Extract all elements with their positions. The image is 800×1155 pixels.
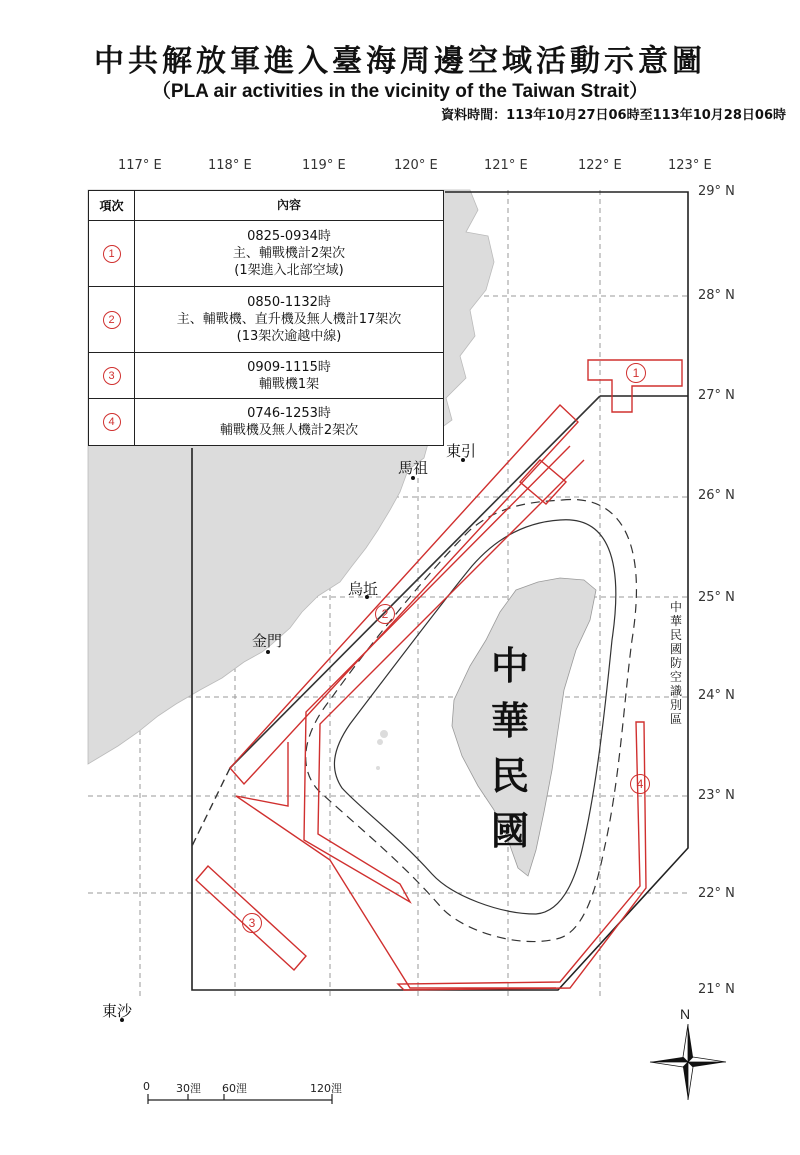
legend-line: 0825-0934時 <box>247 229 331 244</box>
lon-label: 120° E <box>394 158 438 173</box>
lat-label: 25° N <box>698 590 735 605</box>
lat-label: 23° N <box>698 788 735 803</box>
lat-label: 28° N <box>698 288 735 303</box>
legend-col-index: 項次 <box>89 191 135 220</box>
legend-row <box>89 287 443 353</box>
legend-index-3: 3 <box>103 367 121 385</box>
legend-content <box>135 221 443 286</box>
legend-index-2: 2 <box>103 311 121 329</box>
compass-rose <box>650 1024 726 1100</box>
lat-label: 22° N <box>698 886 735 901</box>
median-line-dashed <box>192 768 230 846</box>
lat-label: 26° N <box>698 488 735 503</box>
legend-line: 主、輔戰機計2架次 <box>232 246 346 261</box>
scale-label: 0 <box>143 1080 150 1093</box>
penghu-island <box>376 766 380 770</box>
place-wuqiu: 烏坵 <box>348 580 379 598</box>
legend-line: 0746-1253時 <box>247 406 331 421</box>
penghu-island <box>380 730 388 738</box>
legend-content <box>135 353 443 398</box>
legend-line: (1架進入北部空域) <box>234 263 344 278</box>
legend-content <box>135 399 443 445</box>
place-matsu: 馬祖 <box>398 459 429 477</box>
legend-line: 輔戰機1架 <box>258 376 320 392</box>
legend-line: 0850-1132時 <box>247 295 331 310</box>
lon-label: 123° E <box>668 158 712 173</box>
lon-label: 119° E <box>302 158 346 173</box>
lon-label: 117° E <box>118 158 162 173</box>
legend-header <box>89 191 443 221</box>
legend-content <box>135 287 443 352</box>
zone-marker-3: 3 <box>242 913 262 933</box>
scale-label: 30浬 <box>176 1082 201 1095</box>
place-dongsha: 東沙 <box>102 1002 133 1020</box>
adiz-label: 中華民國防空識別區 <box>669 600 682 726</box>
penghu-island <box>377 739 383 745</box>
legend-col-content: 內容 <box>276 198 301 212</box>
lon-label: 118° E <box>208 158 252 173</box>
data-time: 資料時間：113年10月27日06時至113年10月28日06時 <box>441 108 786 123</box>
legend-table <box>88 190 444 446</box>
lat-label: 24° N <box>698 688 735 703</box>
legend-line: (13架次逾越中線) <box>236 329 342 344</box>
legend-row <box>89 221 443 287</box>
lon-label: 122° E <box>578 158 622 173</box>
legend-index-1: 1 <box>103 245 121 263</box>
lat-label: 21° N <box>698 982 735 997</box>
scale-label: 120浬 <box>310 1082 342 1095</box>
place-dongyin: 東引 <box>446 442 477 460</box>
legend-row <box>89 399 443 445</box>
place-kinmen: 金門 <box>252 632 283 650</box>
lat-label: 29° N <box>698 184 735 199</box>
legend-line: 0909-1115時 <box>247 359 331 375</box>
roc-label: 中華民國 <box>490 643 529 853</box>
map-title: 中共解放軍進入臺海周邊空域活動示意圖 <box>94 44 706 79</box>
map-subtitle: （PLA air activities in the vicinity of the Taiwan Strait） <box>151 81 649 102</box>
lon-label: 121° E <box>484 158 528 173</box>
scale-label: 60浬 <box>222 1082 247 1095</box>
legend-line: 主、輔戰機、直升機及無人機計17架次 <box>176 312 402 327</box>
legend-index-4: 4 <box>103 413 121 431</box>
island <box>455 219 461 225</box>
zone-marker-1: 1 <box>626 363 646 383</box>
north-label: N <box>680 1006 691 1022</box>
lat-label: 27° N <box>698 388 735 403</box>
legend-line: 輔戰機及無人機計2架次 <box>219 423 359 438</box>
zone-marker-2: 2 <box>375 604 395 624</box>
zone-marker-4: 4 <box>630 774 650 794</box>
legend-row <box>89 353 443 399</box>
